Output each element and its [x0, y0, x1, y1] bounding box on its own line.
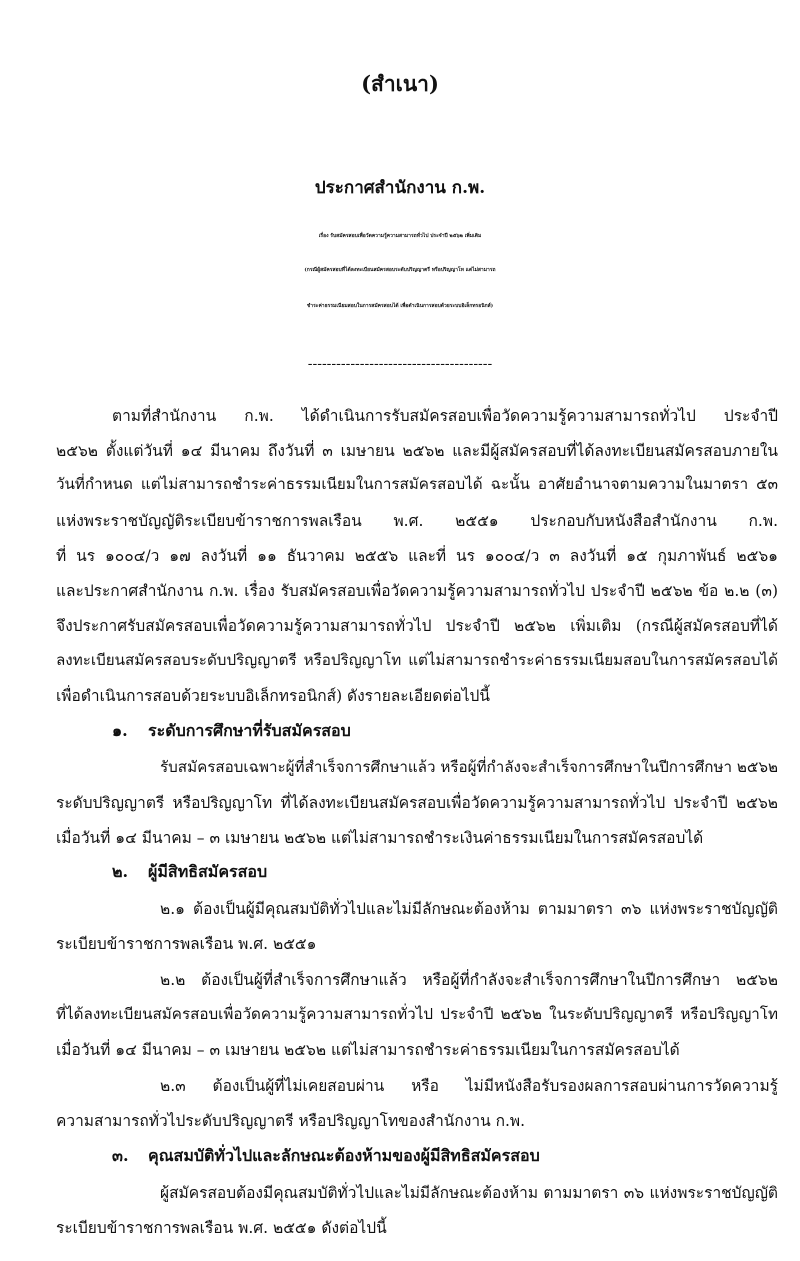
intro-line: และประกาศสำนักงาน ก.พ. เรื่อง รับสมัครสอบเพื่อวัดความรู้ความสามารถทั่วไป ประจำปี ๒๕๖๒ ข้อ ๒.๒ (๓)	[56, 582, 778, 600]
intro-line: ตามที่สำนักงาน ก.พ. ได้ดำเนินการรับสมัครสอบเพื่อวัดความรู้ความสามารถทั่วไป ประจำปี	[112, 407, 778, 425]
section-heading: ระดับการศึกษาที่รับสมัครสอบ	[148, 721, 351, 740]
section-number: ๓.	[112, 1146, 129, 1165]
section-number: ๒.	[112, 862, 129, 881]
section-line: เมื่อวันที่ ๑๔ มีนาคม – ๓ เมษายน ๒๕๖๒ แต่ไม่สามารถชำระเงินค่าธรรมเนียมในการสมัครสอบได้	[56, 829, 704, 847]
section-number: ๑.	[112, 721, 128, 740]
intro-line: เพื่อดำเนินการสอบด้วยระบบอิเล็กทรอนิกส์) ดังรายละเอียดต่อไปนี้	[56, 687, 490, 705]
divider: ---------------------------------------	[307, 356, 493, 372]
subsection-line: ระเบียบข้าราชการพลเรือน พ.ศ. ๒๕๕๑	[56, 935, 317, 953]
section-line: ผู้สมัครสอบต้องมีคุณสมบัติทั่วไปและไม่มีลักษณะต้องห้าม ตามมาตรา ๓๖ แห่งพระราชบัญญัติ	[160, 1184, 778, 1202]
section-line: ระเบียบข้าราชการพลเรือน พ.ศ. ๒๕๕๑ ดังต่อไปนี้	[56, 1219, 387, 1237]
copy-label: (สำเนา)	[361, 71, 439, 96]
subsection-line: ๒.๒ ต้องเป็นผู้ที่สำเร็จการศึกษาแล้ว หรือผู้ที่กำลังจะสำเร็จการศึกษาในปีการศึกษา ๒๕๖๒	[160, 971, 778, 989]
subject-line: เรื่อง รับสมัครสอบเพื่อวัดความรู้ความสามารถทั่วไป ประจำปี ๒๕๖๒ เพิ่มเติม	[318, 233, 482, 239]
subsection-line: ที่ได้ลงทะเบียนสมัครสอบเพื่อวัดความรู้ความสามารถทั่วไป ประจำปี ๒๕๖๒ ในระดับปริญญาตรี หรือปริญญาโท	[56, 1005, 778, 1023]
subsection-line: เมื่อวันที่ ๑๔ มีนาคม – ๓ เมษายน ๒๕๖๒ แต่ไม่สามารถชำระค่าธรรมเนียมในการสมัครสอบได้	[56, 1041, 680, 1059]
section-heading: ผู้มีสิทธิสมัครสอบ	[148, 862, 268, 881]
section-line: ระดับปริญญาตรี หรือปริญญาโท ที่ได้ลงทะเบียนสมัครสอบเพื่อวัดความรู้ความสามารถทั่วไป ประจำปี ๒๕๖๒	[56, 794, 778, 812]
intro-line: ลงทะเบียนสมัครสอบระดับปริญญาตรี หรือปริญญาโท แต่ไม่สามารถชำระค่าธรรมเนียมสอบในการสมัครสอบได้	[56, 651, 778, 669]
subject-line: ชำระค่าธรรมเนียมสอบในการสมัครสอบได้ เพื่อดำเนินการสอบด้วยระบบอิเล็กทรอนิกส์)	[306, 303, 494, 309]
subsection-line: ๒.๓ ต้องเป็นผู้ที่ไม่เคยสอบผ่าน หรือ ไม่มีหนังสือรับรองผลการสอบผ่านการวัดความรู้	[160, 1077, 778, 1095]
section-heading: คุณสมบัติทั่วไปและลักษณะต้องห้ามของผู้มีสิทธิสมัครสอบ	[148, 1146, 540, 1165]
subsection-line: ๒.๑ ต้องเป็นผู้มีคุณสมบัติทั่วไปและไม่มีลักษณะต้องห้าม ตามมาตรา ๓๖ แห่งพระราชบัญญัติ	[160, 900, 778, 918]
subsection-line: ความสามารถทั่วไประดับปริญญาตรี หรือปริญญาโทของสำนักงาน ก.พ.	[56, 1112, 526, 1130]
subject-line: (กรณีผู้สมัครสอบที่ได้ลงทะเบียนสมัครสอบระดับปริญญาตรี หรือปริญญาโท แต่ไม่สามารถ	[304, 267, 496, 273]
intro-line: แห่งพระราชบัญญัติระเบียบข้าราชการพลเรือน พ.ศ. ๒๕๕๑ ประกอบกับหนังสือสำนักงาน ก.พ.	[56, 512, 778, 530]
intro-line: ๒๕๖๒ ตั้งแต่วันที่ ๑๔ มีนาคม ถึงวันที่ ๓ เมษายน ๒๕๖๒ และมีผู้สมัครสอบที่ได้ลงทะเบียนสมัครสอบภายใน	[56, 442, 778, 460]
intro-line: จึงประกาศรับสมัครสอบเพื่อวัดความรู้ความสามารถทั่วไป ประจำปี ๒๕๖๒ เพิ่มเติม (กรณีผู้สมัครสอบที่ได้	[56, 617, 778, 635]
intro-line: วันที่กำหนด แต่ไม่สามารถชำระค่าธรรมเนียมในการสมัครสอบได้ ฉะนั้น อาศัยอำนาจตามความในมาตรา ๕๓	[56, 475, 778, 493]
intro-line: ที่ นร ๑๐๐๔/ว ๑๗ ลงวันที่ ๑๑ ธันวาคม ๒๕๕๖ และที่ นร ๑๐๐๔/ว ๓ ลงวันที่ ๑๕ กุมภาพันธ์ ๒๕๖๑	[56, 547, 778, 565]
announcement-title: ประกาศสำนักงาน ก.พ.	[314, 178, 486, 198]
section-line: รับสมัครสอบเฉพาะผู้ที่สำเร็จการศึกษาแล้ว หรือผู้ที่กำลังจะสำเร็จการศึกษาในปีการศึกษา ๒๕๖๒	[160, 758, 779, 776]
